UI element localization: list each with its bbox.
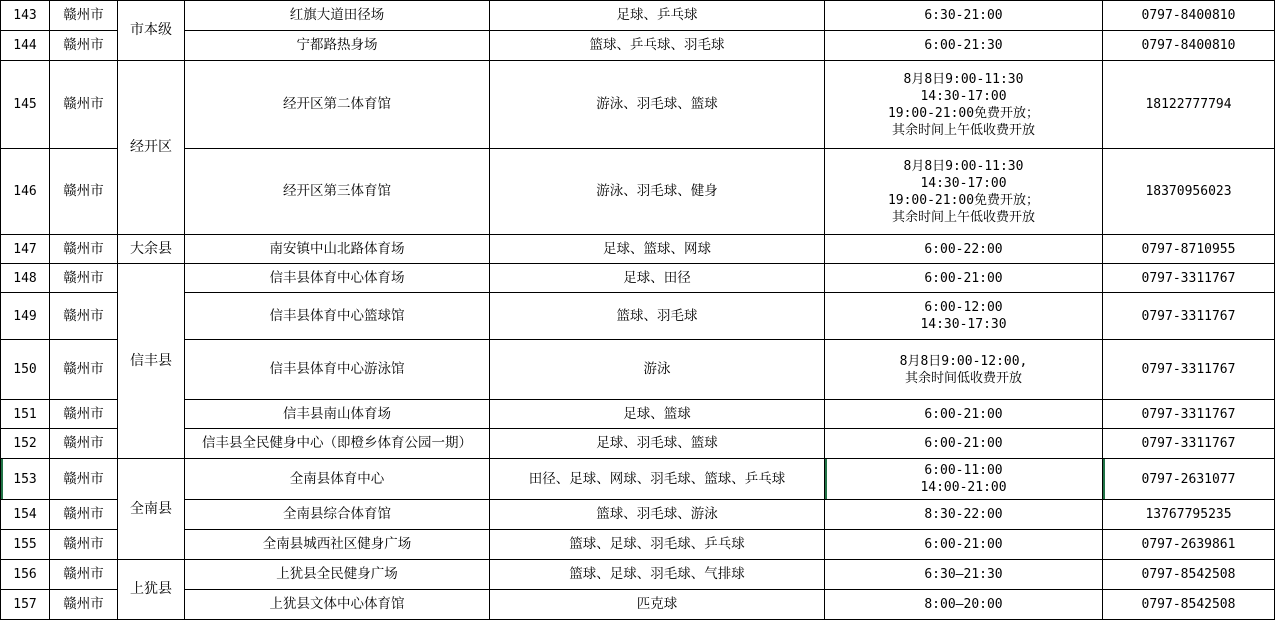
cell-sports[interactable]: 篮球、羽毛球、游泳 (490, 500, 825, 530)
cell-opening-hours[interactable] (825, 293, 1103, 340)
cell-city[interactable]: 赣州市 (50, 459, 118, 500)
cell-venue-name[interactable]: 信丰县体育中心篮球馆 (185, 293, 490, 340)
hours-line: 其余时间低收费开放 (904, 370, 1022, 386)
table-row (1, 560, 1275, 590)
cell-city[interactable]: 赣州市 (50, 340, 118, 400)
cell-sports[interactable]: 游泳 (490, 340, 825, 400)
cell-venue-name[interactable]: 红旗大道田径场 (185, 1, 490, 31)
table-row (1, 1, 1275, 31)
cell-venue-name[interactable]: 全南县综合体育馆 (185, 500, 490, 530)
cell-venue-name[interactable]: 信丰县全民健身中心（即橙乡体育公园一期） (185, 429, 490, 459)
cell-sports[interactable]: 篮球、足球、羽毛球、气排球 (490, 560, 825, 590)
cell-opening-hours[interactable] (825, 149, 1103, 235)
cell-number[interactable]: 149 (1, 293, 50, 340)
cell-number[interactable]: 150 (1, 340, 50, 400)
cell-phone[interactable]: 0797-3311767 (1103, 400, 1275, 429)
cell-sports[interactable]: 游泳、羽毛球、篮球 (490, 61, 825, 149)
venue-table-body (1, 1, 1275, 620)
cell-venue-name[interactable]: 经开区第二体育馆 (185, 61, 490, 149)
cell-number[interactable]: 154 (1, 500, 50, 530)
cell-venue-name[interactable]: 南安镇中山北路体育场 (185, 235, 490, 264)
cell-sports[interactable]: 游泳、羽毛球、健身 (490, 149, 825, 235)
cell-phone[interactable]: 0797-3311767 (1103, 429, 1275, 459)
table-row (1, 400, 1275, 429)
cell-district[interactable]: 全南县 (118, 459, 185, 560)
cell-number[interactable]: 155 (1, 530, 50, 560)
cell-opening-hours[interactable] (825, 61, 1103, 149)
cell-sports[interactable]: 足球、田径 (490, 264, 825, 293)
hours-line: 8:30-22:00 (924, 507, 1003, 522)
cell-phone[interactable]: 0797-8710955 (1103, 235, 1275, 264)
cell-number[interactable]: 153 (1, 459, 50, 500)
hours-line: 8月8日9:00-11:30 (903, 71, 1024, 87)
cell-sports[interactable]: 匹克球 (490, 590, 825, 620)
hours-line: 14:00-21:00 (920, 480, 1007, 495)
cell-phone[interactable]: 0797-3311767 (1103, 264, 1275, 293)
cell-opening-hours[interactable] (825, 31, 1103, 61)
cell-opening-hours[interactable] (825, 235, 1103, 264)
cell-venue-name[interactable]: 上犹县文体中心体育馆 (185, 590, 490, 620)
cell-sports[interactable]: 田径、足球、网球、羽毛球、篮球、乒乓球 (490, 459, 825, 500)
hours-line: 6:00-11:00 (924, 463, 1003, 478)
table-row (1, 149, 1275, 235)
hours-line: 14:30-17:00 (920, 88, 1007, 104)
cell-city[interactable]: 赣州市 (50, 264, 118, 293)
cell-number[interactable]: 144 (1, 31, 50, 61)
hours-line: 19:00-21:00免费开放； (887, 105, 1040, 121)
hours-line: 6:30—21:30 (924, 567, 1003, 582)
cell-phone[interactable]: 13767795235 (1103, 500, 1275, 530)
hours-line: 8:00—20:00 (924, 597, 1003, 612)
cell-opening-hours[interactable] (825, 1, 1103, 31)
hours-line: 6:00-21:30 (924, 38, 1003, 53)
hours-line: 其余时间上午低收费开放 (891, 209, 1035, 225)
cell-opening-hours[interactable] (825, 400, 1103, 429)
hours-line: 8月8日9:00-11:30 (903, 158, 1024, 174)
cell-city[interactable]: 赣州市 (50, 560, 118, 590)
cell-number[interactable]: 145 (1, 61, 50, 149)
cell-number[interactable]: 146 (1, 149, 50, 235)
cell-number[interactable]: 148 (1, 264, 50, 293)
hours-line: 6:00-21:00 (924, 537, 1003, 552)
hours-line: 6:30-21:00 (924, 8, 1003, 23)
cell-venue-name[interactable]: 全南县体育中心 (185, 459, 490, 500)
cell-number[interactable]: 151 (1, 400, 50, 429)
cell-city[interactable]: 赣州市 (50, 590, 118, 620)
cell-city[interactable]: 赣州市 (50, 530, 118, 560)
cell-number[interactable]: 156 (1, 560, 50, 590)
table-row (1, 61, 1275, 149)
cell-city[interactable]: 赣州市 (50, 31, 118, 61)
cell-number[interactable]: 147 (1, 235, 50, 264)
cell-number[interactable]: 143 (1, 1, 50, 31)
hours-line: 14:30-17:30 (920, 317, 1007, 332)
cell-city[interactable]: 赣州市 (50, 149, 118, 235)
table-row (1, 264, 1275, 293)
cell-district[interactable]: 信丰县 (118, 264, 185, 459)
cell-district[interactable]: 上犹县 (118, 560, 185, 620)
table-row (1, 31, 1275, 61)
cell-venue-name[interactable]: 信丰县体育中心游泳馆 (185, 340, 490, 400)
cell-district[interactable]: 市本级 (118, 1, 185, 61)
hours-line: 19:00-21:00免费开放； (887, 192, 1040, 208)
cell-opening-hours[interactable] (825, 459, 1103, 500)
cell-phone[interactable]: 0797-3311767 (1103, 293, 1275, 340)
cell-phone[interactable]: 0797-8542508 (1103, 590, 1275, 620)
cell-venue-name[interactable]: 经开区第三体育馆 (185, 149, 490, 235)
table-row (1, 340, 1275, 400)
cell-city[interactable]: 赣州市 (50, 400, 118, 429)
cell-number[interactable]: 157 (1, 590, 50, 620)
cell-sports[interactable]: 篮球、足球、羽毛球、乒乓球 (490, 530, 825, 560)
cell-city[interactable]: 赣州市 (50, 429, 118, 459)
cell-opening-hours[interactable] (825, 590, 1103, 620)
cell-opening-hours[interactable] (825, 530, 1103, 560)
cell-sports[interactable]: 足球、羽毛球、篮球 (490, 429, 825, 459)
cell-opening-hours[interactable] (825, 560, 1103, 590)
cell-phone[interactable]: 0797-3311767 (1103, 340, 1275, 400)
table-row (1, 530, 1275, 560)
cell-city[interactable]: 赣州市 (50, 293, 118, 340)
cell-opening-hours[interactable] (825, 264, 1103, 293)
cell-city[interactable]: 赣州市 (50, 500, 118, 530)
cell-venue-name[interactable]: 上犹县全民健身广场 (185, 560, 490, 590)
cell-phone[interactable]: 0797-8400810 (1103, 1, 1275, 31)
table-row (1, 590, 1275, 620)
cell-number[interactable]: 152 (1, 429, 50, 459)
hours-line: 其余时间上午低收费开放 (891, 122, 1035, 138)
hours-line: 6:00-12:00 (924, 300, 1003, 315)
hours-line: 6:00-21:00 (924, 406, 1003, 422)
cell-phone[interactable]: 0797-8400810 (1103, 31, 1275, 61)
cell-phone[interactable]: 18370956023 (1103, 149, 1275, 235)
hours-line: 6:00-21:00 (924, 436, 1003, 451)
cell-venue-name[interactable]: 宁都路热身场 (185, 31, 490, 61)
cell-district[interactable]: 大余县 (118, 235, 185, 264)
cell-city[interactable]: 赣州市 (50, 235, 118, 264)
table-row (1, 235, 1275, 264)
hours-line: 14:30-17:00 (920, 175, 1007, 191)
cell-opening-hours[interactable] (825, 500, 1103, 530)
cell-city[interactable]: 赣州市 (50, 61, 118, 149)
cell-sports[interactable]: 足球、乒乓球 (490, 1, 825, 31)
cell-sports[interactable]: 篮球、羽毛球 (490, 293, 825, 340)
cell-sports[interactable]: 足球、篮球 (490, 400, 825, 429)
cell-phone[interactable]: 0797-8542508 (1103, 560, 1275, 590)
cell-city[interactable]: 赣州市 (50, 1, 118, 31)
cell-phone[interactable]: 0797-2639861 (1103, 530, 1275, 560)
table-row (1, 293, 1275, 340)
cell-venue-name[interactable]: 信丰县体育中心体育场 (185, 264, 490, 293)
table-row (1, 459, 1275, 500)
cell-phone[interactable]: 18122777794 (1103, 61, 1275, 149)
cell-venue-name[interactable]: 全南县城西社区健身广场 (185, 530, 490, 560)
hours-line: 8月8日9:00-12:00, (899, 353, 1028, 369)
cell-opening-hours[interactable] (825, 429, 1103, 459)
cell-district[interactable]: 经开区 (118, 61, 185, 235)
cell-opening-hours[interactable] (825, 340, 1103, 400)
cell-sports[interactable]: 篮球、乒乓球、羽毛球 (490, 31, 825, 61)
table-row (1, 429, 1275, 459)
cell-sports[interactable]: 足球、篮球、网球 (490, 235, 825, 264)
hours-line: 6:00-22:00 (924, 241, 1003, 257)
cell-venue-name[interactable]: 信丰县南山体育场 (185, 400, 490, 429)
hours-line: 6:00-21:00 (924, 270, 1003, 286)
cell-phone[interactable]: 0797-2631077 (1103, 459, 1275, 500)
table-row (1, 500, 1275, 530)
